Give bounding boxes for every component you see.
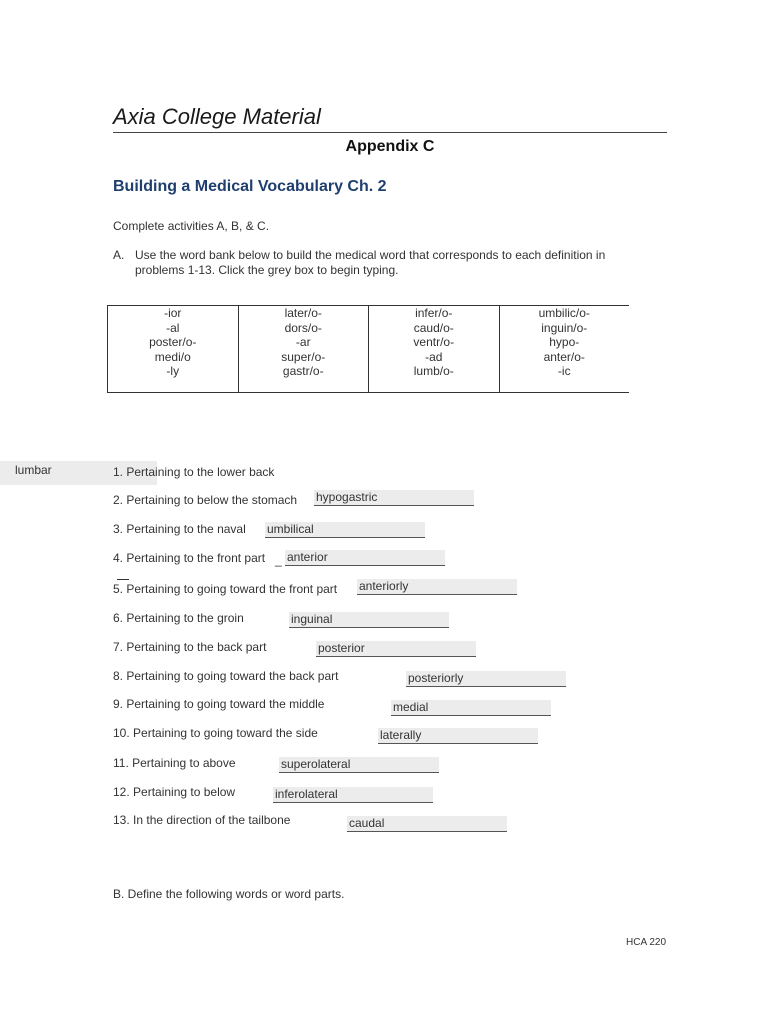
- word-bank-term: -ic: [557, 364, 571, 378]
- word-bank-term: -ad: [425, 349, 443, 364]
- underline-mark: [117, 579, 129, 580]
- question-8: 8. Pertaining to going toward the back part: [113, 669, 339, 683]
- question-11: 11. Pertaining to above: [113, 756, 236, 770]
- word-bank-term: -al: [166, 320, 180, 335]
- word-bank-table: [107, 305, 629, 393]
- answer-field-q2[interactable]: hypogastric: [314, 490, 474, 506]
- appendix-heading: Appendix C: [345, 138, 435, 155]
- question-1: 1. Pertaining to the lower back: [113, 465, 275, 479]
- question-5: 5. Pertaining to going toward the front part: [113, 582, 338, 596]
- section-title: Building a Medical Vocabulary Ch. 2: [113, 178, 387, 195]
- word-bank-term: later/o-: [284, 306, 322, 320]
- word-bank-term: caud/o-: [413, 320, 454, 335]
- question-7: 7. Pertaining to the back part: [113, 640, 267, 654]
- word-bank-column: [239, 306, 370, 392]
- activity-a-text: Use the word bank below to build the medical word that corresponds to each definition in problems 1-13. Click the grey box to begin typing.: [135, 248, 606, 277]
- word-bank-term: lumb/o-: [413, 364, 454, 378]
- word-bank-term: medi/o: [154, 349, 191, 364]
- answer-field-q11[interactable]: superolateral: [279, 757, 439, 773]
- question-6: 6. Pertaining to the groin: [113, 611, 244, 625]
- question-4: 4. Pertaining to the front part: [113, 551, 266, 565]
- word-bank-term: inguin/o-: [541, 320, 588, 335]
- answer-field-q8[interactable]: posteriorly: [406, 671, 566, 687]
- section-b-heading: B. Define the following words or word parts.: [113, 887, 345, 901]
- word-bank-term: umbilic/o-: [538, 306, 590, 320]
- question-13: 13. In the direction of the tailbone: [113, 813, 291, 827]
- question-10: 10. Pertaining to going toward the side: [113, 726, 318, 740]
- answer-field-q12[interactable]: inferolateral: [273, 787, 433, 803]
- answer-field-q4[interactable]: anterior: [285, 550, 445, 566]
- answer-field-q7[interactable]: posterior: [316, 641, 476, 657]
- word-bank-term: hypo-: [549, 335, 580, 349]
- answer-field-q3[interactable]: umbilical: [265, 522, 425, 538]
- course-code-footer: HCA 220: [626, 937, 667, 948]
- answer-field-q13[interactable]: caudal: [347, 816, 507, 832]
- word-bank-term: anter/o-: [543, 349, 585, 364]
- underscore-mark: _: [275, 553, 282, 567]
- question-9: 9. Pertaining to going toward the middle: [113, 697, 325, 711]
- question-12: 12. Pertaining to below: [113, 785, 236, 799]
- question-2: 2. Pertaining to below the stomach: [113, 493, 298, 507]
- activity-a-letter: A.: [113, 248, 125, 262]
- activity-a-instructions: [113, 248, 653, 278]
- word-bank-column: [500, 306, 630, 392]
- question-3: 3. Pertaining to the naval: [113, 522, 246, 536]
- word-bank-term: ventr/o-: [413, 335, 455, 349]
- instructions: Complete activities A, B, & C.: [113, 219, 270, 233]
- document-title: Axia College Material: [113, 104, 321, 129]
- word-bank-term: -ar: [295, 335, 311, 349]
- word-bank-term: gastr/o-: [282, 364, 324, 378]
- word-bank-term: super/o-: [281, 349, 326, 364]
- word-bank-term: -ior: [164, 306, 182, 320]
- word-bank-term: infer/o-: [415, 306, 453, 320]
- answer-text-q1[interactable]: lumbar: [15, 463, 52, 477]
- word-bank-column: [369, 306, 500, 392]
- answer-field-q10[interactable]: laterally: [378, 728, 538, 744]
- answer-field-q5[interactable]: anteriorly: [357, 579, 517, 595]
- answer-field-q9[interactable]: medial: [391, 700, 551, 716]
- header-divider: [113, 132, 667, 133]
- word-bank-term: poster/o-: [149, 335, 197, 349]
- word-bank-column: [108, 306, 239, 392]
- word-bank-term: dors/o-: [284, 320, 322, 335]
- word-bank-term: -ly: [166, 364, 180, 378]
- answer-field-q6[interactable]: inguinal: [289, 612, 449, 628]
